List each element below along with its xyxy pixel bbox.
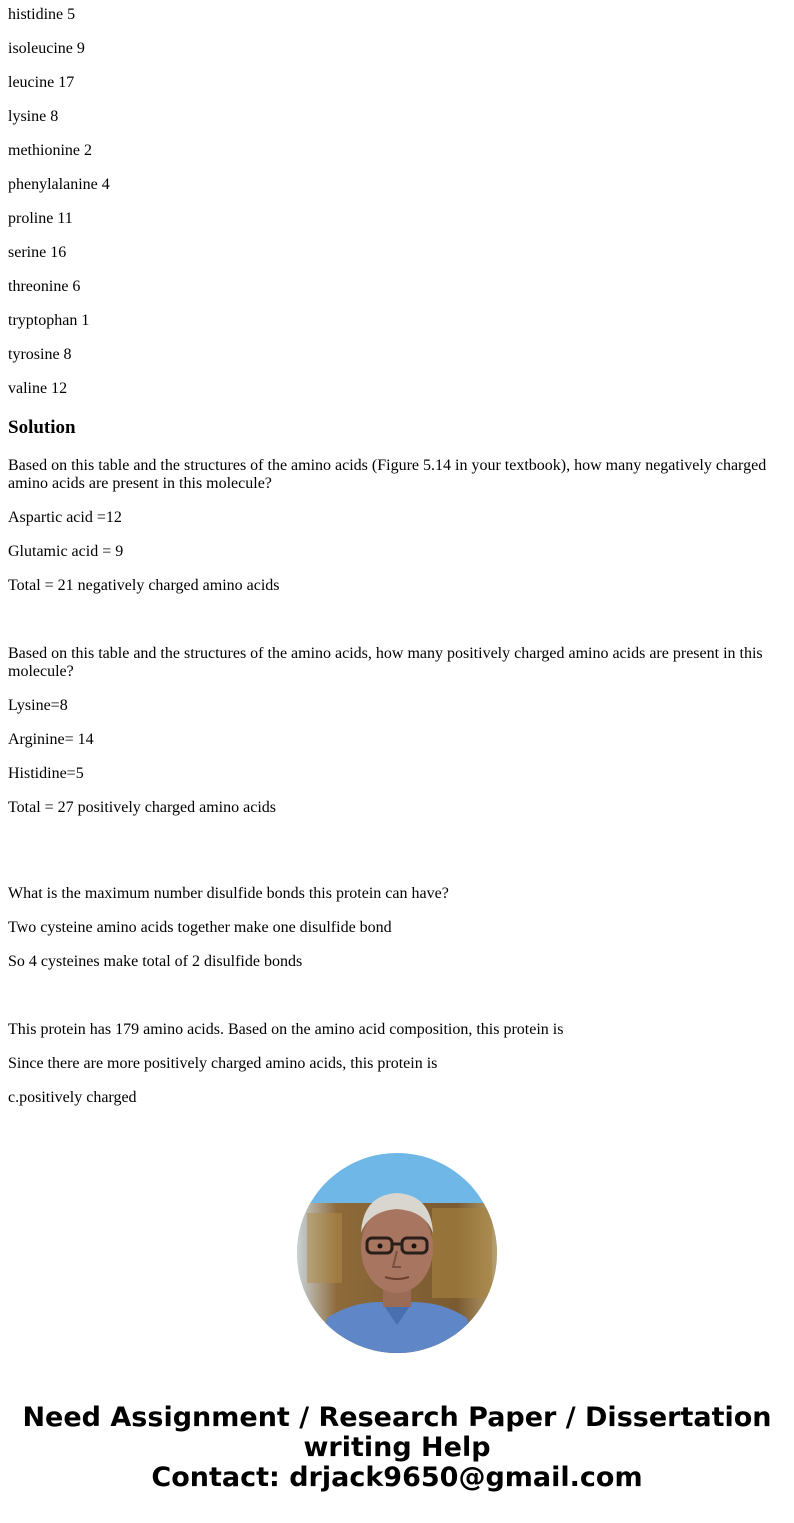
amino-acid-item: serine 16 <box>8 244 67 261</box>
answer-total: Total = 21 negatively charged amino acids <box>8 577 280 594</box>
question-positive-charge: Based on this table and the structures of the amino acids, how many positively charged amino acids are present in this molecule? <box>8 645 763 680</box>
amino-acid-item: tryptophan 1 <box>8 312 90 329</box>
amino-acid-item: phenylalanine 4 <box>8 176 110 193</box>
answer-line: Arginine= 14 <box>8 731 94 748</box>
author-avatar <box>297 1153 497 1353</box>
answer-line: Aspartic acid =12 <box>8 509 122 526</box>
amino-acid-item: lysine 8 <box>8 108 59 125</box>
answer-line: So 4 cysteines make total of 2 disulfide bonds <box>8 953 303 970</box>
question-net-charge: This protein has 179 amino acids. Based on the amino acid composition, this protein is <box>8 1021 564 1038</box>
amino-acid-item: leucine 17 <box>8 74 75 91</box>
answer-line: Since there are more positively charged amino acids, this protein is <box>8 1055 438 1072</box>
answer-line: Histidine=5 <box>8 765 84 782</box>
amino-acid-item: valine 12 <box>8 380 68 397</box>
amino-acid-item: methionine 2 <box>8 142 92 159</box>
amino-acid-item: proline 11 <box>8 210 73 227</box>
answer-line: Glutamic acid = 9 <box>8 543 124 560</box>
answer-final: c.positively charged <box>8 1089 137 1106</box>
footer-line: writing Help <box>303 1432 491 1463</box>
question-negative-charge: Based on this table and the structures of the amino acids (Figure 5.14 in your textbook), how many negatively charged amino acids are present in this molecule? <box>8 457 767 492</box>
answer-line: Lysine=8 <box>8 697 68 714</box>
footer-line: Need Assignment / Research Paper / Dissertation <box>22 1402 772 1433</box>
amino-acid-item: threonine 6 <box>8 278 81 295</box>
amino-acid-item: tyrosine 8 <box>8 346 72 363</box>
question-disulfide: What is the maximum number disulfide bonds this protein can have? <box>8 885 449 902</box>
answer-total: Total = 27 positively charged amino acids <box>8 799 276 816</box>
contact-footer <box>0 1403 794 1493</box>
amino-acid-item: isoleucine 9 <box>8 40 85 57</box>
answer-line: Two cysteine amino acids together make one disulfide bond <box>8 919 392 936</box>
contact-email: Contact: drjack9650@gmail.com <box>151 1462 643 1493</box>
amino-acid-item: histidine 5 <box>8 6 76 23</box>
solution-heading: Solution <box>8 417 76 438</box>
